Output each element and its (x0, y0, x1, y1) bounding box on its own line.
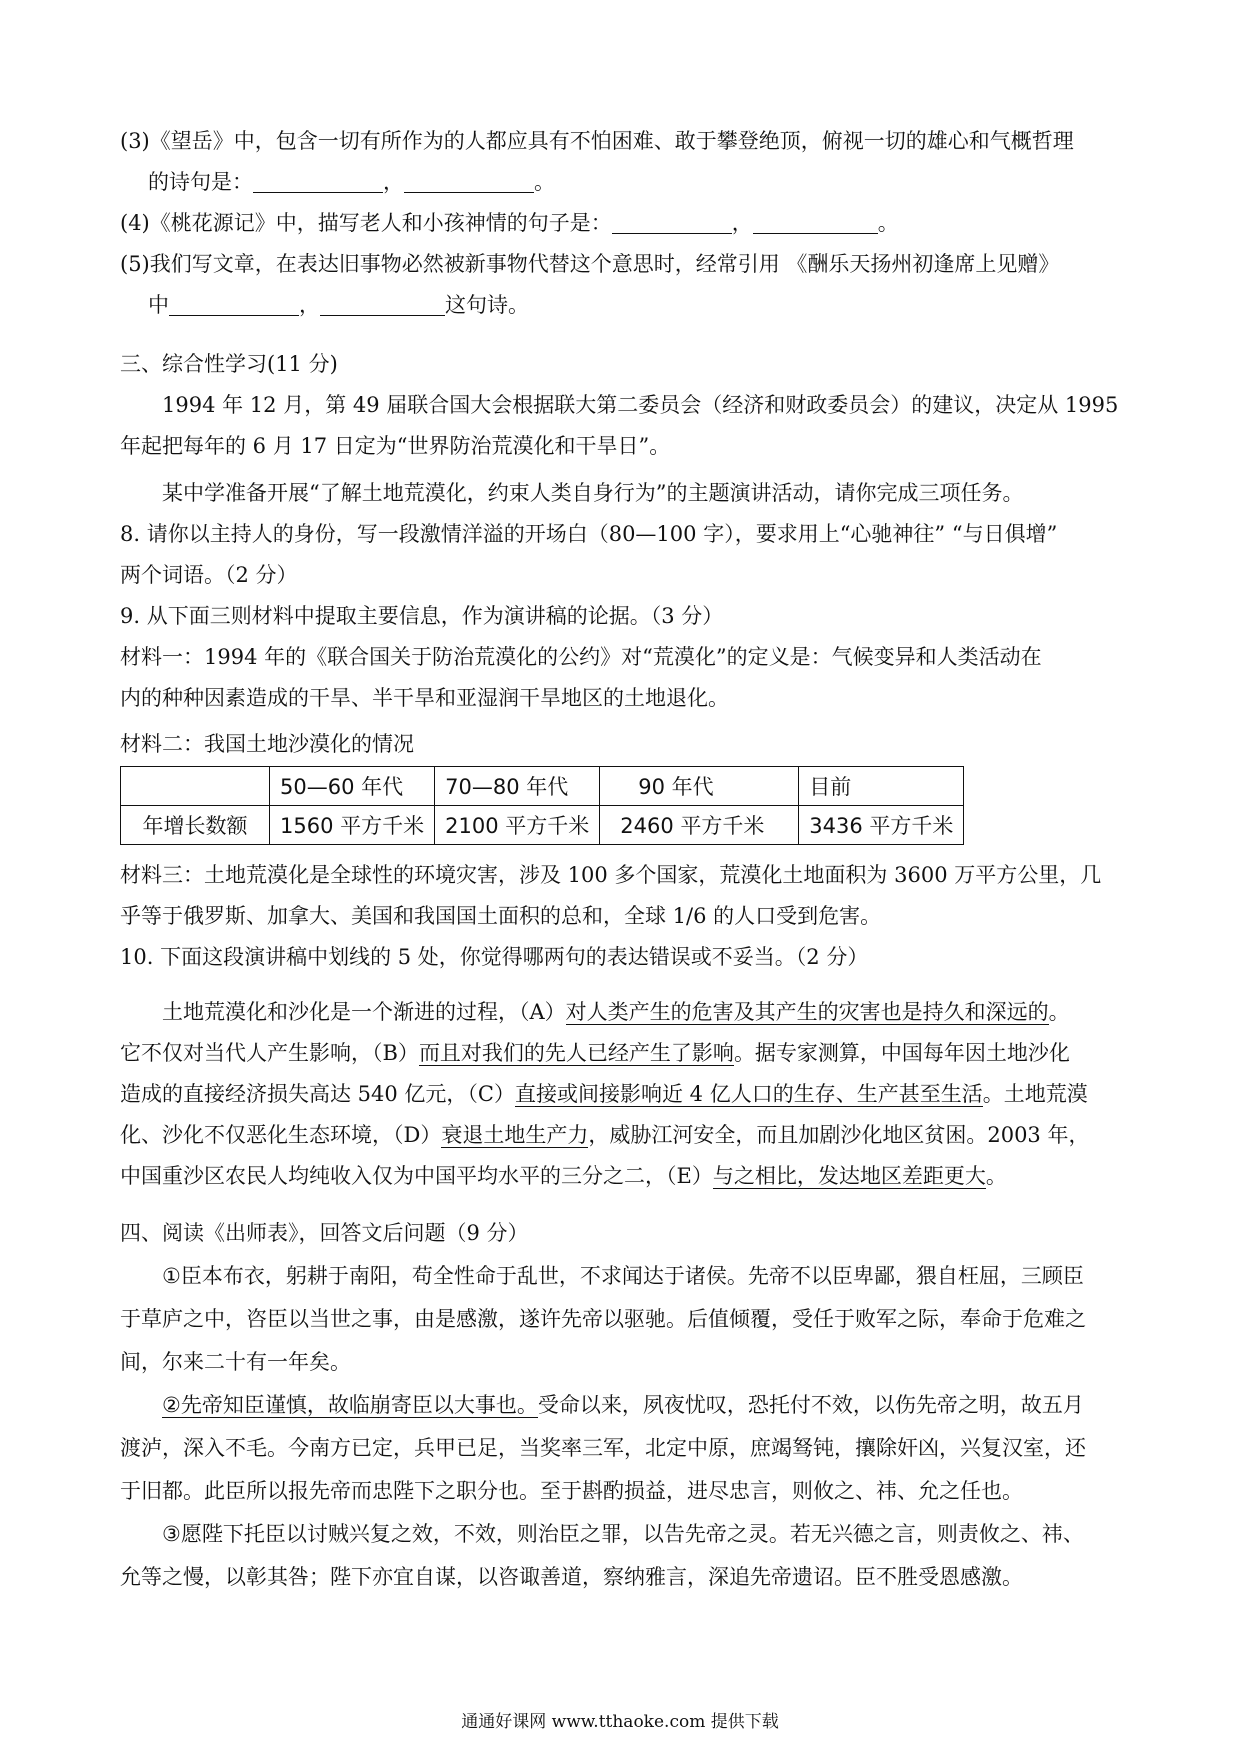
desertification-table (120, 766, 964, 845)
speech-text: ，威胁江河安全，而且加剧沙化地区贫困。2003 年， (588, 1123, 1090, 1147)
answer-blank[interactable] (753, 211, 878, 234)
speech-text: 。 (985, 1164, 1007, 1188)
period: 。 (534, 170, 555, 194)
table-cell: 1560 平方千米 (270, 806, 435, 845)
comma: ， (299, 293, 320, 317)
underlined-sentence-b: 而且对我们的先人已经产生了影响 (418, 1041, 734, 1065)
passage-para-2-line-3: 于旧都。此臣所以报先帝而忠陛下之职分也。至于斟酌损益，进尽忠言，则攸之、祎、允之任也。 (120, 1479, 1023, 1503)
material-3-line-2: 乎等于俄罗斯、加拿大、美国和我国国土面积的总和，全球 1/6 的人口受到危害。 (120, 904, 882, 928)
underlined-sentence-e: 与之相比，发达地区差距更大 (712, 1164, 986, 1188)
speech-line-2 (120, 1037, 1070, 1069)
question-5-line-1: (5)我们写文章，在表达旧事物必然被新事物代替这个意思时，经常引用 《酬乐天扬州初逢席上见赠》 (120, 252, 1060, 276)
table-row (121, 806, 964, 845)
material-1-line-2: 内的种种因素造成的干旱、半干旱和亚湿润干旱地区的土地退化。 (120, 686, 729, 710)
passage-text: 受命以来，夙夜忧叹，恐托付不效，以伤先帝之明，故五月 (537, 1393, 1084, 1417)
underlined-sentence-c: 直接或间接影响近 4 亿人口的生存、生产甚至生活 (515, 1082, 983, 1106)
passage-para-1-line-3: 间，尔来二十有一年矣。 (120, 1350, 351, 1374)
comma: ， (383, 170, 404, 194)
speech-text: 土地荒漠化和沙化是一个渐进的过程，（A） (162, 1000, 566, 1024)
material-1-line-1: 材料一：1994 年的《联合国关于防治荒漠化的公约》对“荒漠化”的定义是：气候变异和人类活动在 (120, 645, 1042, 669)
table-cell: 3436 平方千米 (799, 806, 964, 845)
passage-para-2-line-2: 渡泸，深入不毛。今南方已定，兵甲已足，当奖率三军，北定中原，庶竭驽钝，攘除奸凶，兴复汉室，还 (120, 1436, 1086, 1460)
question-5-prefix: 中 (148, 293, 169, 317)
underlined-sentence-d: 衰退土地生产力 (441, 1123, 589, 1147)
speech-text: 。土地荒漠 (982, 1082, 1088, 1106)
page-footer: 通通好课网 www.tthaoke.com 提供下载 (461, 1712, 779, 1732)
answer-blank[interactable] (253, 170, 383, 193)
material-2-title: 材料二：我国土地沙漠化的情况 (120, 732, 414, 756)
answer-blank[interactable] (320, 293, 445, 316)
question-4 (120, 207, 899, 239)
section-3-intro-line-2: 年起把每年的 6 月 17 日定为“世界防治荒漠化和干旱日”。 (120, 434, 671, 458)
speech-text: 化、沙化不仅恶化生态环境，（D） (120, 1123, 442, 1147)
question-3-line-1: (3)《望岳》中，包含一切有所作为的人都应具有不怕困难、敢于攀登绝顶，俯视一切的雄心和气概哲理 (120, 129, 1074, 153)
passage-para-1-line-1: ①臣本布衣，躬耕于南阳，苟全性命于乱世，不求闻达于诸侯。先帝不以臣卑鄙，猥自枉屈，三顾臣 (162, 1264, 1084, 1288)
table-header-cell (121, 767, 270, 806)
table-header-cell: 50—60 年代 (270, 767, 435, 806)
question-3-prefix: 的诗句是： (148, 170, 253, 194)
question-10: 10. 下面这段演讲稿中划线的 5 处，你觉得哪两句的表达错误或不妥当。（2 分） (120, 945, 869, 969)
table-cell: 2460 平方千米 (600, 806, 799, 845)
speech-text: 造成的直接经济损失高达 540 亿元，（C） (120, 1082, 515, 1106)
table-cell: 2100 平方千米 (435, 806, 600, 845)
question-8-line-2: 两个词语。（2 分） (120, 563, 298, 587)
passage-para-2-line-1 (162, 1389, 1084, 1421)
passage-para-3-line-1: ③愿陛下托臣以讨贼兴复之效，不效，则治臣之罪，以告先帝之灵。若无兴德之言，则责攸之、祎、 (162, 1522, 1084, 1546)
table-row-label: 年增长数额 (121, 806, 270, 845)
comma: ， (731, 211, 753, 235)
speech-text: 它不仅对当代人产生影响，（B） (120, 1041, 419, 1065)
table-header-row (121, 767, 964, 806)
question-5-line-2 (148, 289, 529, 321)
table-header-cell: 70—80 年代 (435, 767, 600, 806)
answer-blank[interactable] (169, 293, 299, 316)
underlined-passage-sentence: ②先帝知臣谨慎，故临崩寄臣以大事也。 (162, 1393, 538, 1417)
section-3-task-intro: 某中学准备开展“了解土地荒漠化，约束人类自身行为”的主题演讲活动，请你完成三项任务。 (162, 481, 1024, 505)
speech-text: 。 (1048, 1000, 1070, 1024)
table-header-cell: 目前 (799, 767, 964, 806)
underlined-sentence-a: 对人类产生的危害及其产生的灾害也是持久和深远的 (565, 1000, 1049, 1024)
answer-blank[interactable] (612, 211, 732, 234)
speech-line-3 (120, 1078, 1088, 1110)
section-4-heading: 四、阅读《出师表》，回答文后问题（9 分） (120, 1221, 529, 1245)
question-8-line-1: 8. 请你以主持人的身份，写一段激情洋溢的开场白（80—100 字），要求用上“心驰神往” “与日俱增” (120, 522, 1058, 546)
period: 。 (877, 211, 899, 235)
section-3-heading: 三、综合性学习(11 分) (120, 352, 338, 376)
passage-para-1-line-2: 于草庐之中，咨臣以当世之事，由是感激，遂许先帝以驱驰。后值倾覆，受任于败军之际，奉命于危难之 (120, 1307, 1086, 1331)
question-9: 9. 从下面三则材料中提取主要信息，作为演讲稿的论据。（3 分） (120, 604, 724, 628)
question-5-suffix: 这句诗。 (445, 293, 529, 317)
material-3-line-1: 材料三：土地荒漠化是全球性的环境灾害，涉及 100 多个国家，荒漠化土地面积为 3600 万平方公里，几 (120, 863, 1102, 887)
speech-line-4 (120, 1119, 1089, 1151)
section-3-intro-line-1: 1994 年 12 月，第 49 届联合国大会根据联大第二委员会（经济和财政委员会）的建议，决定从 1995 (162, 393, 1119, 417)
answer-blank[interactable] (404, 170, 534, 193)
speech-text: 中国重沙区农民人均纯收入仅为中国平均水平的三分之二，（E） (120, 1164, 713, 1188)
speech-text: 。据专家测算，中国每年因土地沙化 (733, 1041, 1070, 1065)
passage-para-3-line-2: 允等之慢，以彰其咎；陛下亦宜自谋，以咨诹善道，察纳雅言，深追先帝遗诏。臣不胜受恩感激。 (120, 1565, 1023, 1589)
speech-line-5 (120, 1160, 1007, 1192)
speech-line-1 (162, 996, 1070, 1028)
question-3-line-2 (148, 166, 555, 198)
question-4-prefix: (4)《桃花源记》中，描写老人和小孩神情的句子是： (120, 211, 612, 235)
table-header-cell: 90 年代 (600, 767, 799, 806)
